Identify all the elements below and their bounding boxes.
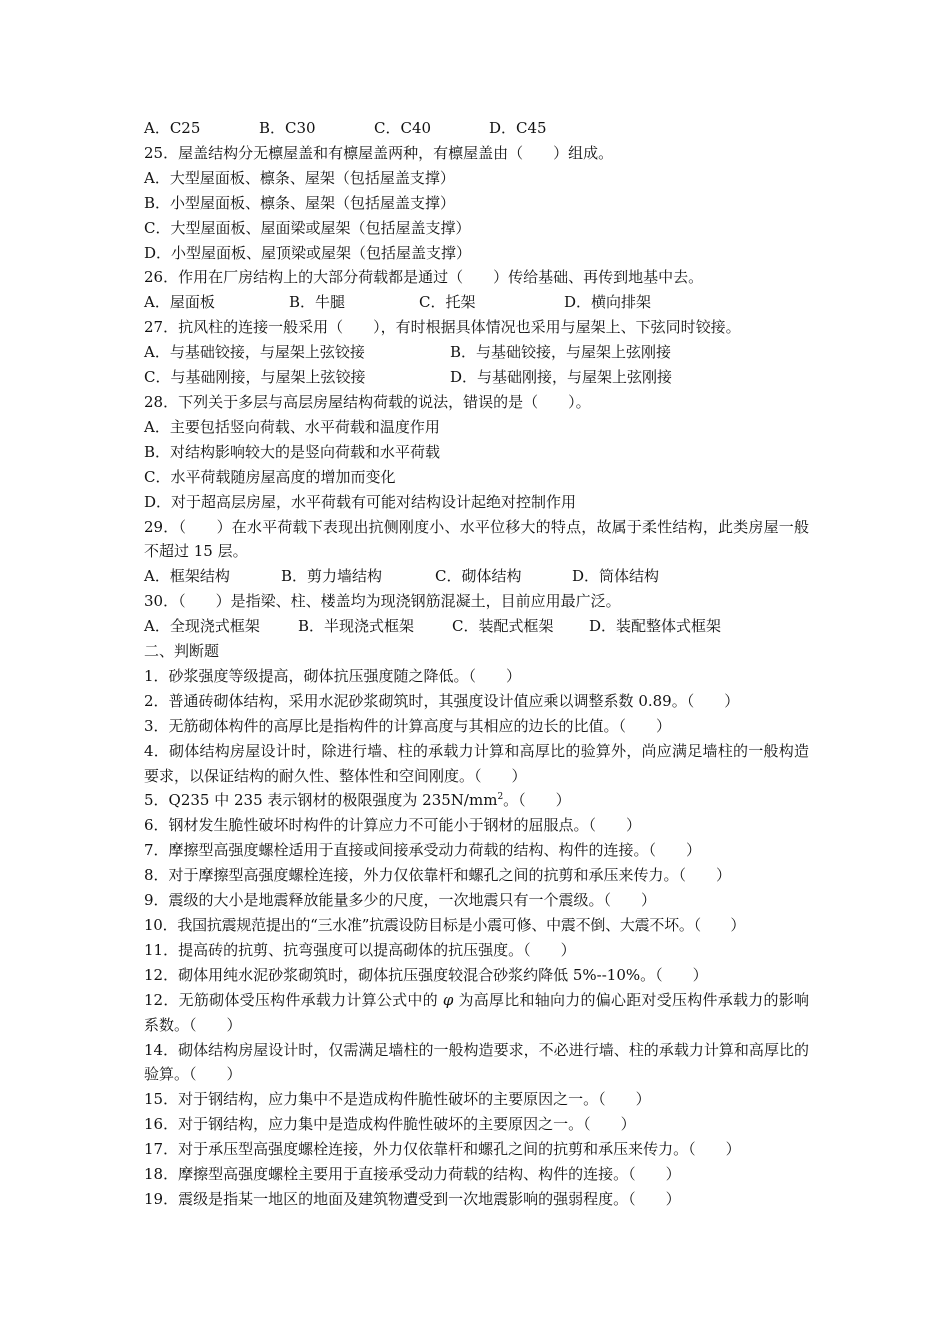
q27-stem: 27．抗风柱的连接一般采用（ ），有时根据具体情况也采用与屋架上、下弦同时铰接。 <box>144 318 741 337</box>
judge-item-12b <box>144 988 809 1038</box>
q29-option-d: D．筒体结构 <box>572 567 660 586</box>
document-page <box>144 116 809 1212</box>
q26-option-a: A．屋面板 <box>144 293 215 312</box>
q24-option-c: C．C40 <box>374 119 432 137</box>
q28-option-c: C．水平荷载随房屋高度的增加而变化 <box>144 467 396 486</box>
section-heading-judgement: 二、判断题 <box>144 642 220 661</box>
q30-stem: 30．（ ）是指梁、柱、楼盖均为现浇钢筋混凝土，目前应用最广泛。 <box>144 592 621 611</box>
judge-item-5-text: 5．Q235 中 235 表示钢材的极限强度为 235N/mm <box>144 791 498 810</box>
q24-option-d: D．C45 <box>489 119 547 137</box>
judge-item-7: 7．摩擦型高强度螺栓适用于直接或间接承受动力荷载的结构、构件的连接。（ ） <box>144 841 702 860</box>
judge-item-14: 14．砌体结构房屋设计时，仅需满足墙柱的一般构造要求，不必进行墙、柱的承载力计算和高厚比的验算。（ ） <box>144 1040 809 1084</box>
q30-option-c: C．装配式框架 <box>452 617 554 636</box>
q29-option-c: C．砌体结构 <box>435 567 522 586</box>
q25-option-b: B．小型屋面板、檩条、屋架（包括屋盖支撑） <box>144 193 456 212</box>
judge-item-5 <box>144 788 809 813</box>
judge-item-11: 11．提高砖的抗剪、抗弯强度可以提高砌体的抗压强度。（ ） <box>144 940 576 959</box>
judge-item-15: 15．对于钢结构，应力集中不是造成构件脆性破坏的主要原因之一。（ ） <box>144 1090 651 1109</box>
judge-item-16: 16．对于钢结构，应力集中是造成构件脆性破坏的主要原因之一。（ ） <box>144 1115 636 1134</box>
q24-options <box>144 116 809 141</box>
q27-option-b: B．与基础铰接，与屋架上弦刚接 <box>450 343 672 362</box>
judge-item-4: 4．砌体结构房屋设计时，除进行墙、柱的承载力计算和高厚比的验算外，尚应满足墙柱的一般构造要求，以保证结构的耐久性、整体性和空间刚度。（ ） <box>144 741 809 785</box>
judge-item-18: 18．摩擦型高强度螺栓主要用于直接承受动力荷载的结构、构件的连接。（ ） <box>144 1165 681 1184</box>
judge-item-5-superscript: 2 <box>497 792 504 803</box>
q25-option-d: D．小型屋面板、屋顶梁或屋架（包括屋盖支撑） <box>144 243 472 262</box>
q26-option-c: C．托架 <box>419 293 476 312</box>
q29-option-b: B．剪力墙结构 <box>281 567 383 586</box>
q29-stem: 29．（ ）在水平荷载下表现出抗侧刚度小、水平位移大的特点，故属于柔性结构，此类房屋一般不超过 15 层。 <box>144 517 809 561</box>
q30-options <box>144 614 809 639</box>
q28-option-b: B．对结构影响较大的是竖向荷载和水平荷载 <box>144 442 441 461</box>
judge-item-3: 3．无筋砌体构件的高厚比是指构件的计算高度与其相应的边长的比值。（ ） <box>144 716 672 735</box>
q25-stem: 25．屋盖结构分无檩屋盖和有檩屋盖两种，有檩屋盖由（ ）组成。 <box>144 143 614 162</box>
q27-option-c: C．与基础刚接，与屋架上弦铰接 <box>144 368 366 387</box>
q26-stem: 26．作用在厂房结构上的大部分荷载都是通过（ ）传给基础、再传到地基中去。 <box>144 268 704 287</box>
q26-options <box>144 290 809 315</box>
judge-item-12a: 12．砌体用纯水泥砂浆砌筑时，砌体抗压强度较混合砂浆约降低 5%--10%。（ ） <box>144 965 708 984</box>
q29-options <box>144 564 809 589</box>
q27-options-row1 <box>144 340 809 365</box>
judge-item-9: 9．震级的大小是地震释放能量多少的尺度，一次地震只有一个震级。（ ） <box>144 891 657 910</box>
q30-option-b: B．半现浇式框架 <box>298 617 415 636</box>
q28-stem: 28．下列关于多层与高层房屋结构荷载的说法，错误的是（ ）。 <box>144 392 591 411</box>
q30-option-d: D．装配整体式框架 <box>589 617 722 636</box>
q28-option-a: A．主要包括竖向荷载、水平荷载和温度作用 <box>144 417 440 436</box>
q24-option-a: A．C25 <box>144 119 201 137</box>
q25-option-c: C．大型屋面板、屋面梁或屋架（包括屋盖支撑） <box>144 218 471 237</box>
judge-item-10: 10．我国抗震规范提出的“三水准”抗震设防目标是小震可修、中震不倒、大震不坏。（ ） <box>144 916 746 934</box>
q27-option-d: D．与基础刚接，与屋架上弦刚接 <box>450 368 673 387</box>
q28-option-d: D．对于超高层房屋，水平荷载有可能对结构设计起绝对控制作用 <box>144 492 577 511</box>
q27-options-row2 <box>144 365 809 390</box>
judge-item-6: 6．钢材发生脆性破坏时构件的计算应力不可能小于钢材的屈服点。（ ） <box>144 816 642 835</box>
q27-option-a: A．与基础铰接，与屋架上弦铰接 <box>144 343 365 362</box>
judge-item-19: 19．震级是指某一地区的地面及建筑物遭受到一次地震影响的强弱程度。（ ） <box>144 1189 681 1208</box>
q25-option-a: A．大型屋面板、檩条、屋架（包括屋盖支撑） <box>144 168 455 187</box>
judge-item-8: 8．对于摩擦型高强度螺栓连接，外力仅依靠杆和螺孔之间的抗剪和承压来传力。（ ） <box>144 866 732 885</box>
q26-option-b: B．牛腿 <box>289 293 346 312</box>
judge-item-12b-text: 12．无筋砌体受压构件承载力计算公式中的 <box>144 990 443 1009</box>
phi-symbol: φ <box>442 990 454 1009</box>
q24-option-b: B．C30 <box>259 119 316 137</box>
judge-item-17: 17．对于承压型高强度螺栓连接，外力仅依靠杆和螺孔之间的抗剪和承压来传力。（ ） <box>144 1140 741 1159</box>
q26-option-d: D．横向排架 <box>564 293 652 312</box>
judge-item-2: 2．普通砖砌体结构，采用水泥砂浆砌筑时，其强度设计值应乘以调整系数 0.89。（ ） <box>144 691 740 710</box>
judge-item-12b-tail: 为高厚比和轴向力的偏心距对受压构件承载力的影响系数。（ ） <box>144 990 809 1034</box>
q29-option-a: A．框架结构 <box>144 567 230 586</box>
judge-item-1: 1．砂浆强度等级提高，砌体抗压强度随之降低。（ ） <box>144 666 522 685</box>
judge-item-5-tail: 。（ ） <box>503 791 571 810</box>
q30-option-a: A．全现浇式框架 <box>144 617 260 636</box>
